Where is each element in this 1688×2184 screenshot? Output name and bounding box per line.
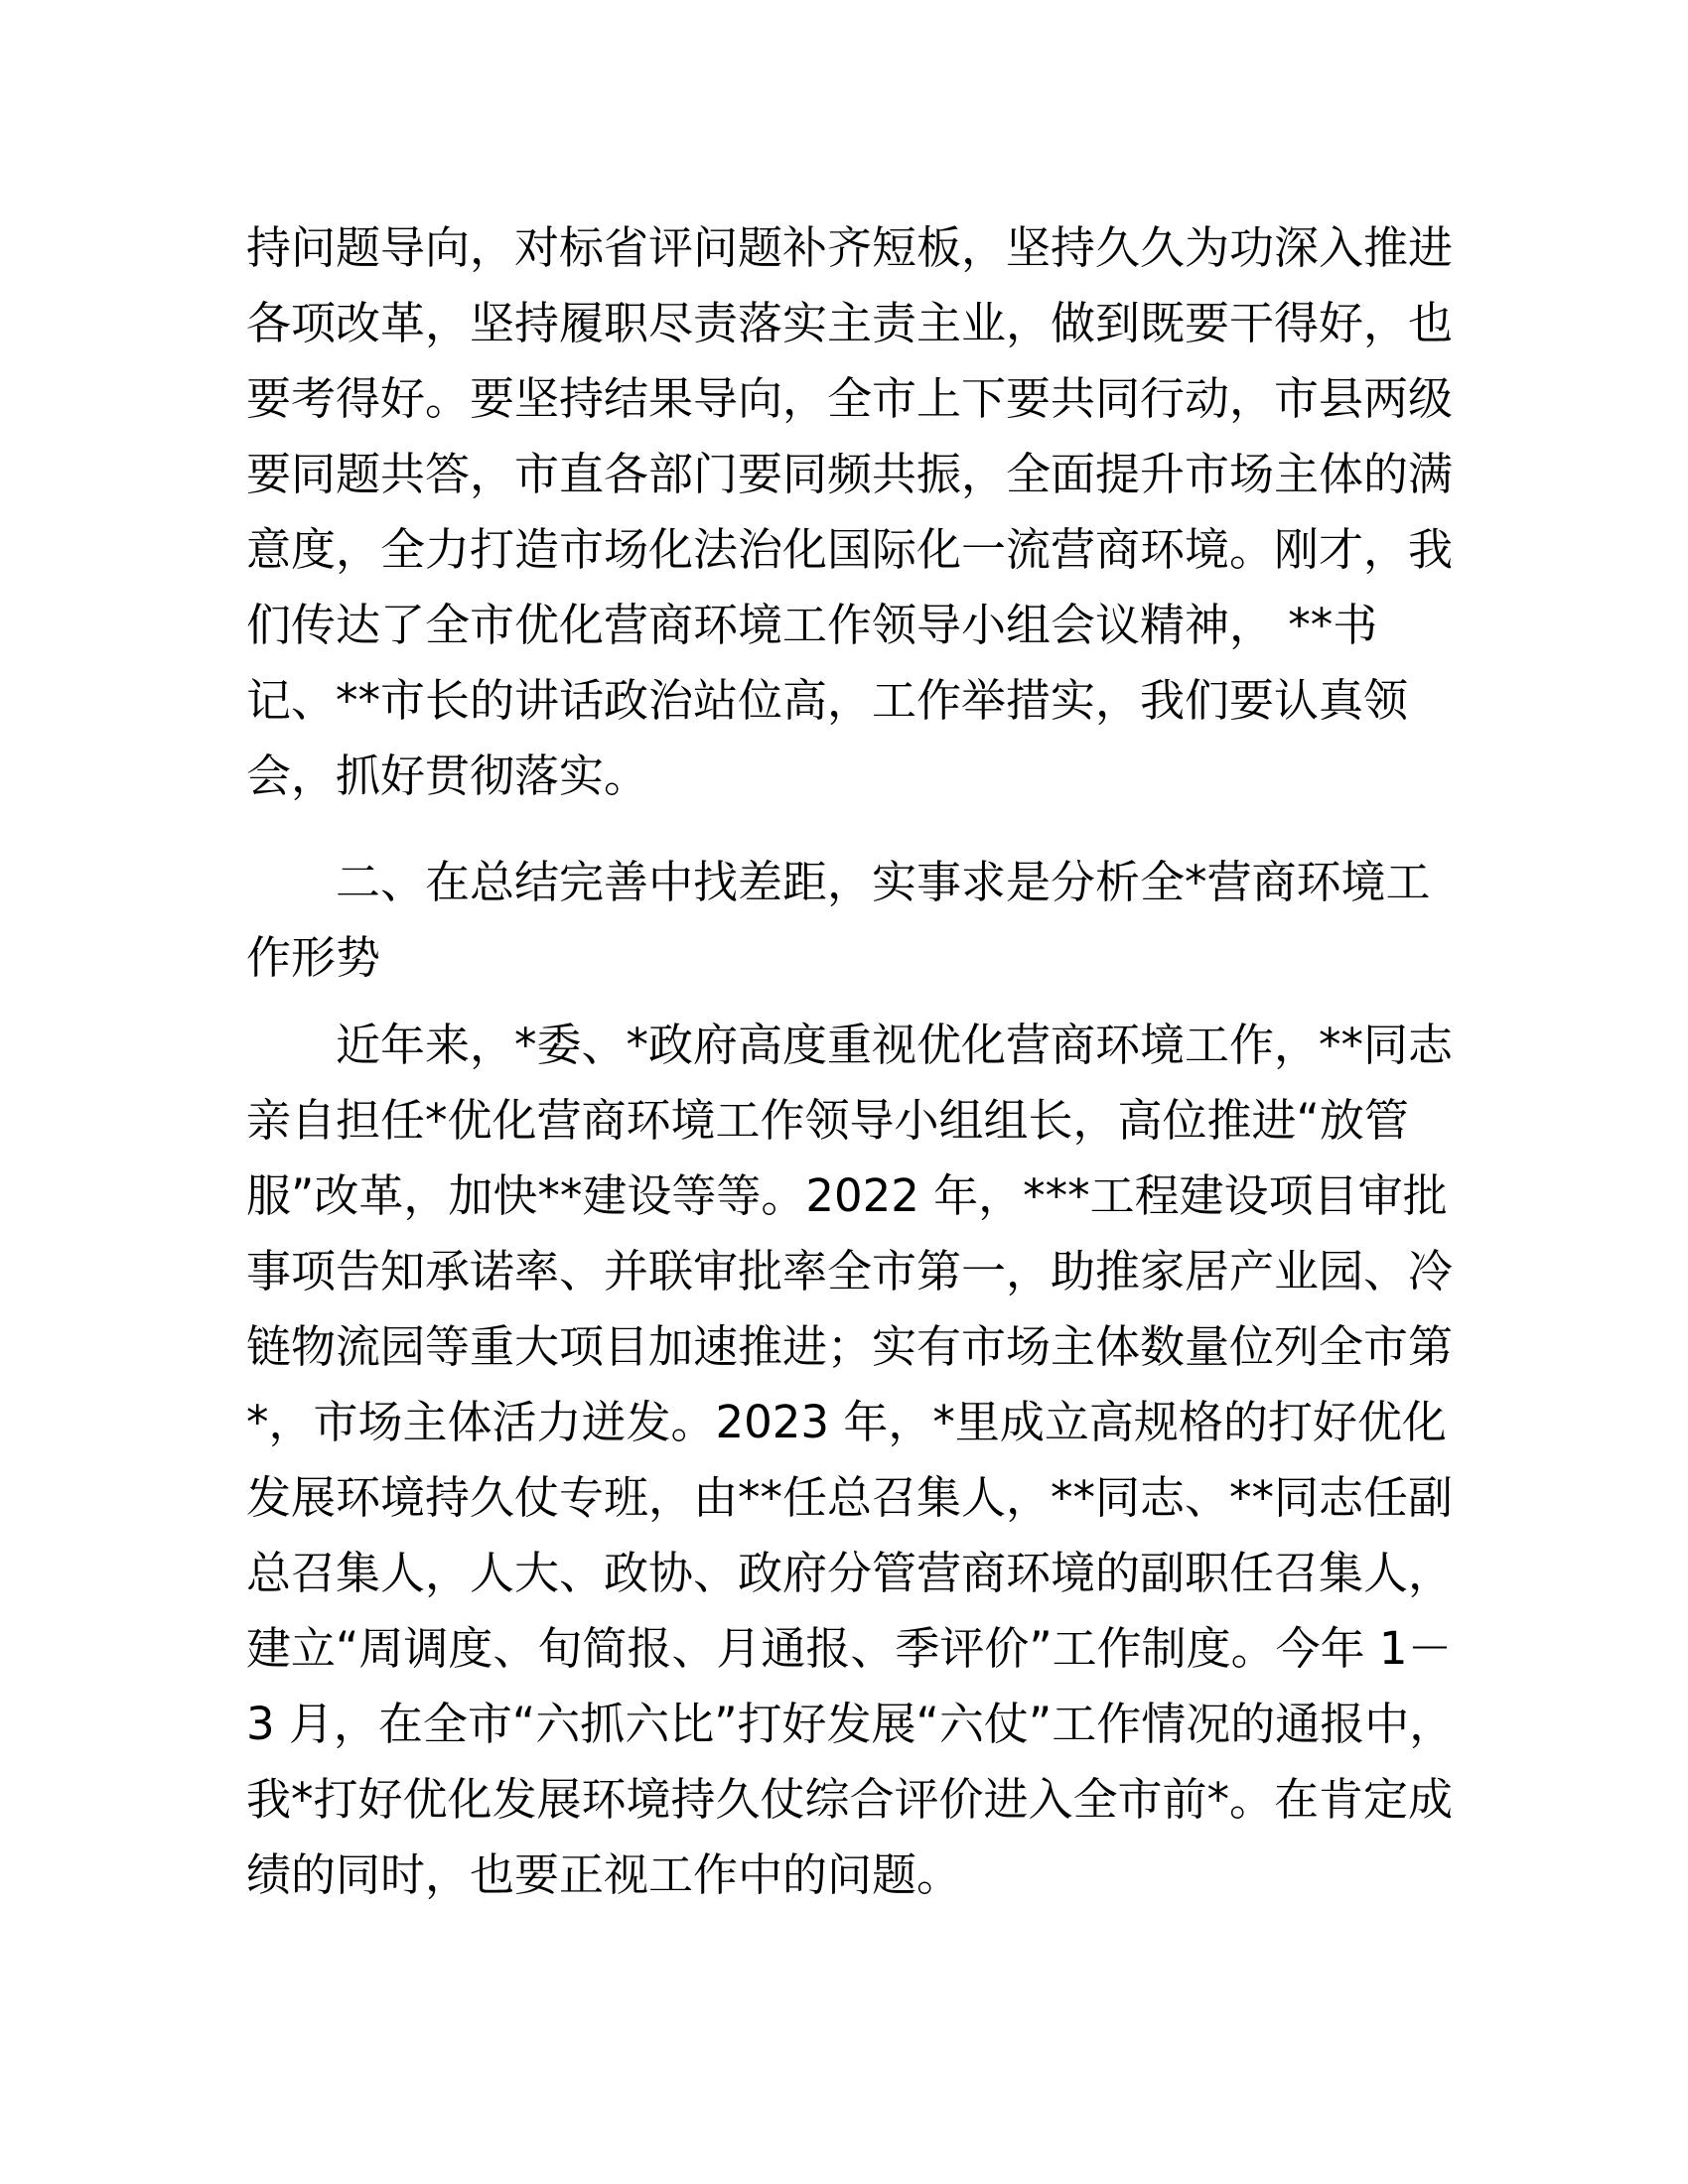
text-line: 要同题共答，市直各部门要同频共振，全面提升市场主体的满	[246, 448, 1454, 500]
text-line: 要考得好。要坚持结果导向，全市上下要共同行动，市县两级	[246, 372, 1454, 425]
paragraph-body	[246, 1008, 1455, 1913]
text-line: *，市场主体活力迸发。2023 年，*里成立高规格的打好优化	[246, 1396, 1447, 1448]
text-line: 持问题导向，对标省评问题补齐短板，坚持久久为功深入推进	[246, 221, 1454, 274]
text-line: 绩的同时，也要正视工作中的问题。	[246, 1848, 962, 1901]
text-line: 亲自担任*优化营商环境工作领导小组组长，高位推进“放管	[246, 1094, 1409, 1147]
text-line: 3 月，在全市“六抓六比”打好发展“六仗”工作情况的通报中，	[246, 1698, 1455, 1750]
heading-line: 作形势	[246, 931, 381, 984]
text-line: 事项告知承诺率、并联审批率全市第一，助推家居产业园、冷	[246, 1245, 1454, 1297]
text-line: 们传达了全市优化营商环境工作领导小组会议精神， **书	[246, 599, 1378, 651]
text-line: 我*打好优化发展环境持久仗综合评价进入全市前*。在肯定成	[246, 1773, 1454, 1826]
text-line: 意度，全力打造市场化法治化国际化一流营商环境。刚才，我	[246, 523, 1454, 576]
text-line: 链物流园等重大项目加速推进；实有市场主体数量位列全市第	[246, 1320, 1454, 1373]
text-line: 各项改革，坚持履职尽责落实主责主业，做到既要干得好，也	[246, 297, 1454, 349]
text-line: 近年来，*委、*政府高度重视优化营商环境工作，**同志	[336, 1019, 1454, 1071]
paragraph-body-continuation	[246, 210, 1454, 814]
section-heading	[246, 845, 1448, 996]
text-line: 服”改革，加快**建设等等。2022 年，***工程建设项目审批	[246, 1169, 1448, 1222]
text-line: 记、**市长的讲话政治站位高，工作举措实，我们要认真领	[246, 674, 1409, 727]
text-line: 总召集人，人大、政协、政府分管营商环境的副职任召集人，	[246, 1547, 1454, 1599]
heading-line: 二、在总结完善中找差距，实事求是分析全*营商环境工	[336, 856, 1431, 908]
text-line: 会，抓好贯彻落实。	[246, 750, 649, 802]
text-line: 发展环境持久仗专班，由**任总召集人，**同志、**同志任副	[246, 1471, 1454, 1524]
text-line: 建立“周调度、旬简报、月通报、季评价”工作制度。今年 1－	[246, 1622, 1453, 1675]
